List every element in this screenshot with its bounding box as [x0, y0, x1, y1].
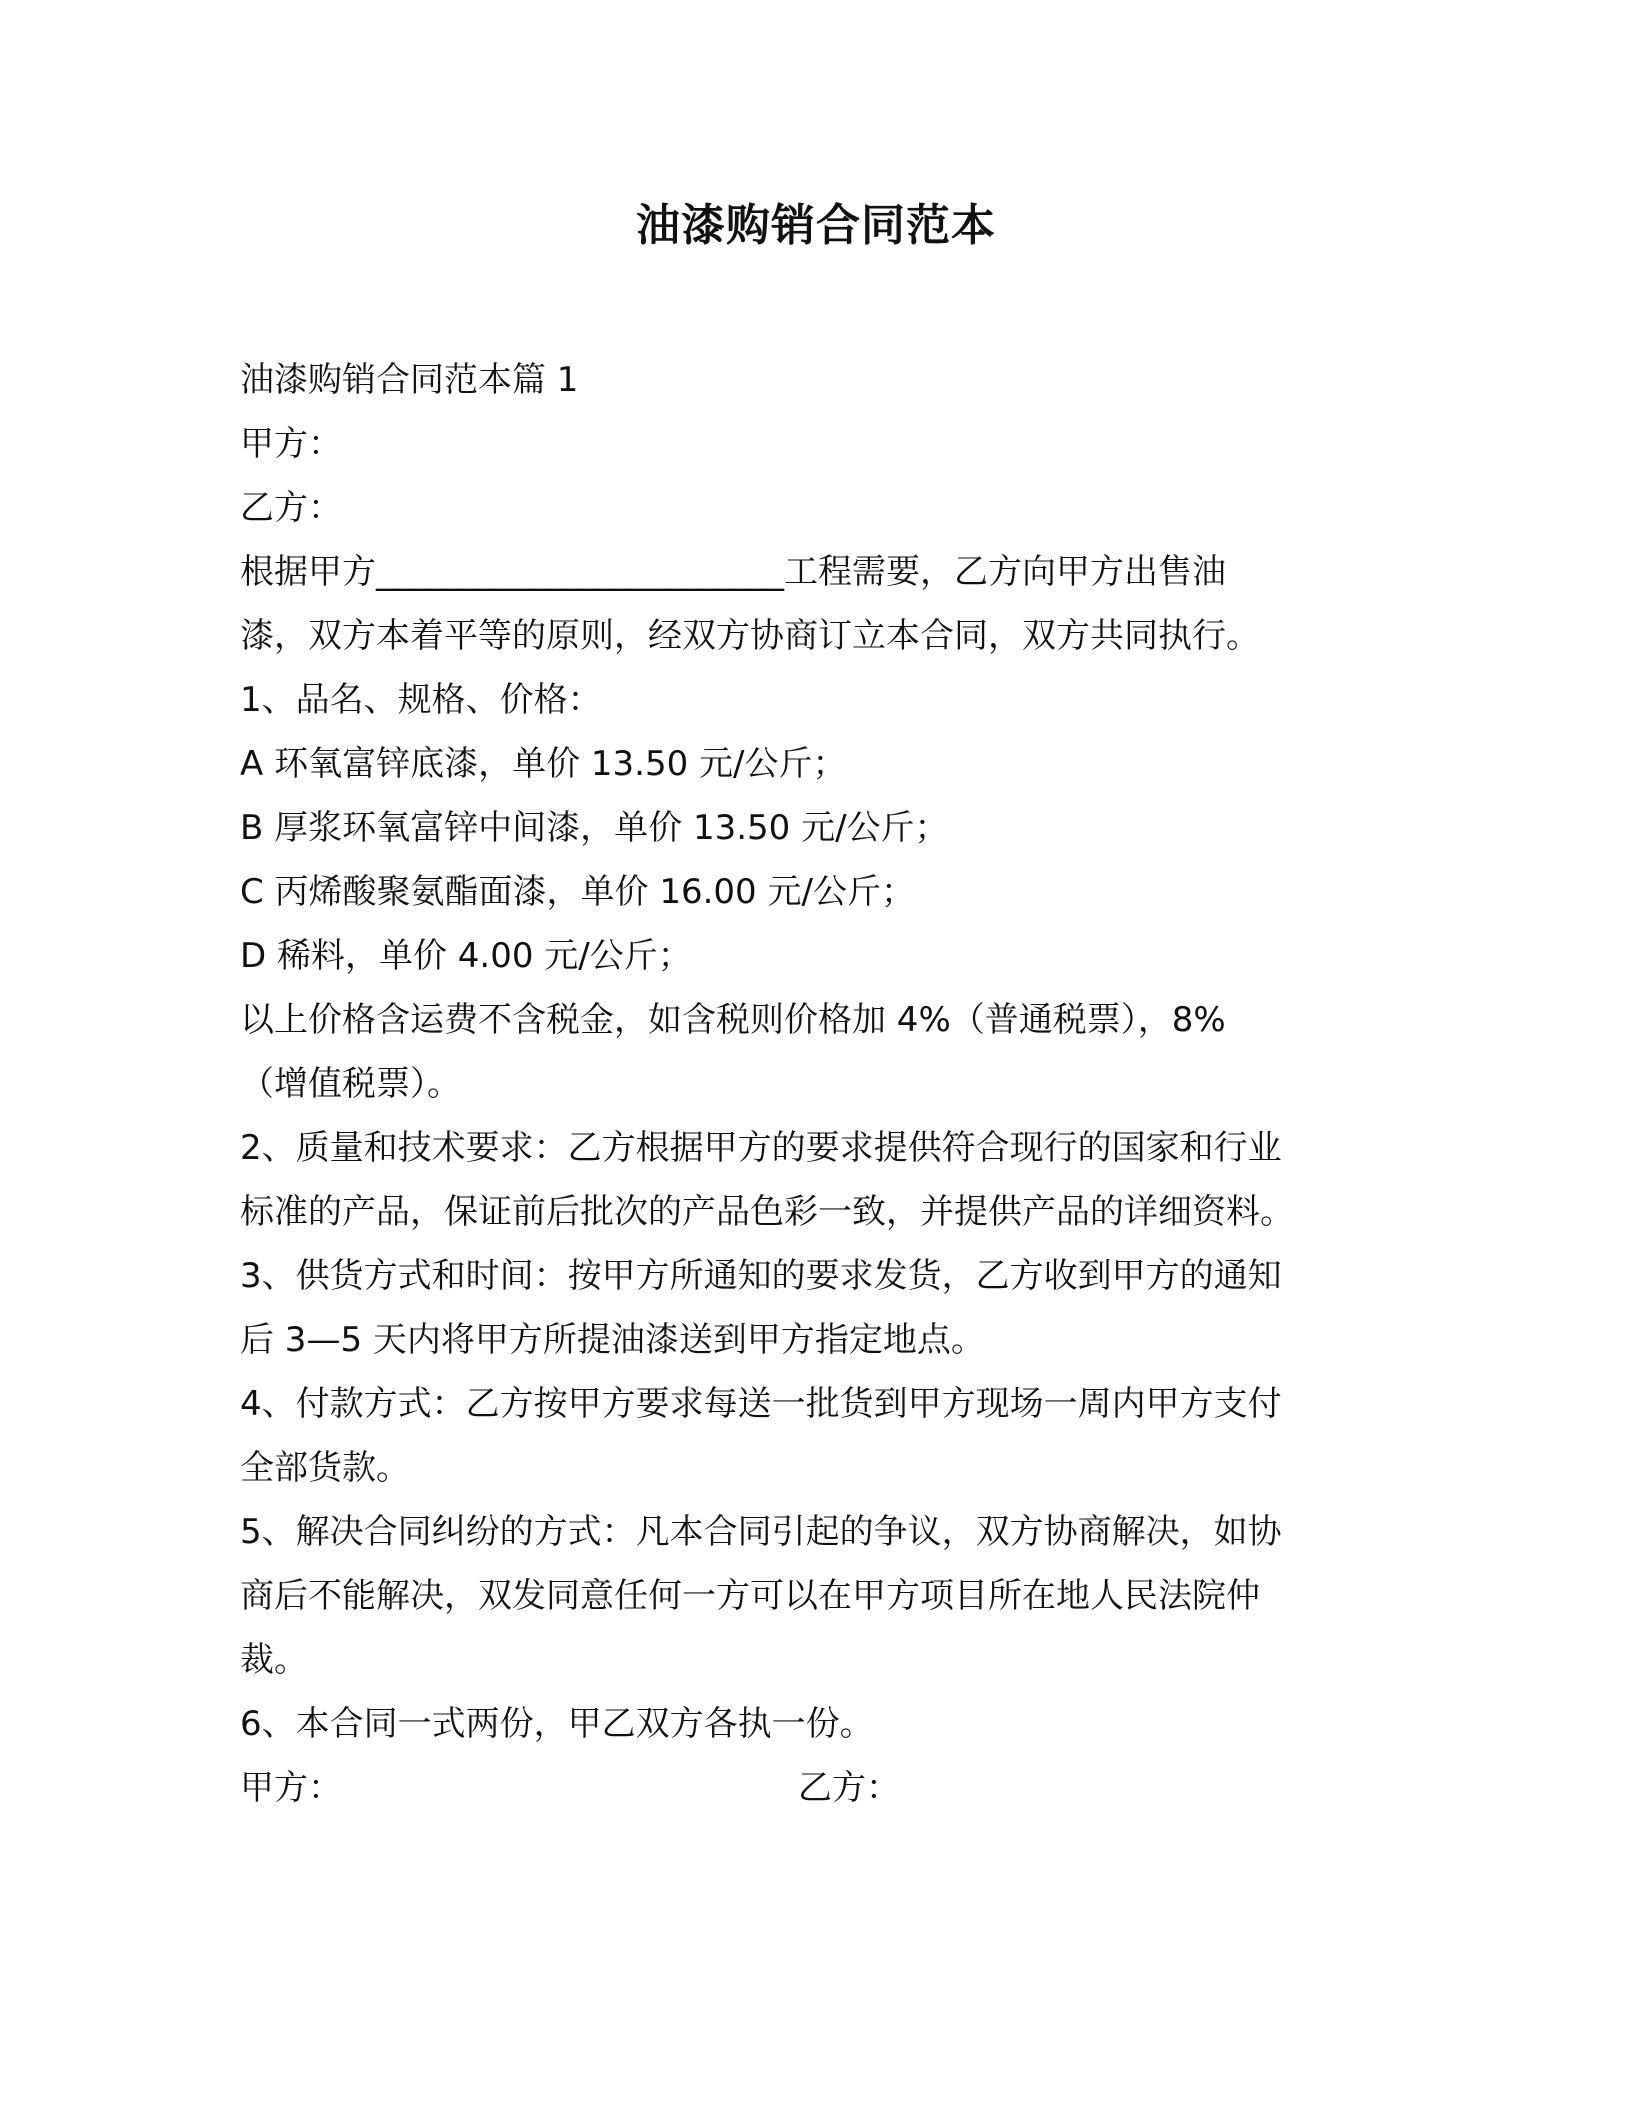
- clause-4-line-2: 全部货款。: [240, 1448, 410, 1488]
- clause-3-line-2: 后 3—5 天内将甲方所提油漆送到甲方指定地点。: [240, 1320, 985, 1360]
- clause-5-line-1: 5、解决合同纠纷的方式：凡本合同引起的争议，双方协商解决，如协: [240, 1512, 1282, 1552]
- signature-party-b: 乙方：: [798, 1768, 900, 1808]
- clause-2-line-2: 标准的产品，保证前后批次的产品色彩一致，并提供产品的详细资料。: [240, 1192, 1294, 1232]
- clause-2-line-1: 2、质量和技术要求：乙方根据甲方的要求提供符合现行的国家和行业: [240, 1128, 1282, 1168]
- clause-5-line-3: 裁。: [240, 1640, 308, 1680]
- price-note-line-1: 以上价格含运费不含税金，如含税则价格加 4%（普通税票），8%: [240, 1000, 1226, 1040]
- clause-1-heading: 1、品名、规格、价格：: [240, 680, 602, 720]
- section-subtitle: 油漆购销合同范本篇 1: [240, 360, 579, 400]
- clause-5-line-2: 商后不能解决，双发同意任何一方可以在甲方项目所在地人民法院仲: [240, 1576, 1260, 1616]
- signature-row: [240, 1756, 1380, 1820]
- price-note-line-2: （增值税票）。: [240, 1064, 461, 1104]
- price-item-b: B 厚浆环氧富锌中间漆，单价 13.50 元/公斤；: [240, 808, 949, 848]
- party-b-label: 乙方：: [240, 488, 342, 528]
- price-item-a: A 环氧富锌底漆，单价 13.50 元/公斤；: [240, 744, 847, 784]
- clause-6-line-1: 6、本合同一式两份，甲乙双方各执一份。: [240, 1704, 874, 1744]
- clause-3-line-1: 3、供货方式和时间：按甲方所通知的要求发货，乙方收到甲方的通知: [240, 1256, 1282, 1296]
- intro-line-1: 根据甲方________________________工程需要，乙方向甲方出售油: [240, 552, 1226, 592]
- intro-line-2: 漆，双方本着平等的原则，经双方协商订立本合同，双方共同执行。: [240, 616, 1260, 656]
- document-body: [240, 348, 1380, 1820]
- document-title: 油漆购销合同范本: [636, 200, 996, 251]
- party-a-label: 甲方：: [240, 424, 342, 464]
- clause-4-line-1: 4、付款方式：乙方按甲方要求每送一批货到甲方现场一周内甲方支付: [240, 1384, 1282, 1424]
- price-item-d: D 稀料，单价 4.00 元/公斤；: [240, 936, 692, 976]
- signature-party-a: 甲方：: [240, 1768, 342, 1808]
- price-item-c: C 丙烯酸聚氨酯面漆，单价 16.00 元/公斤；: [240, 872, 915, 912]
